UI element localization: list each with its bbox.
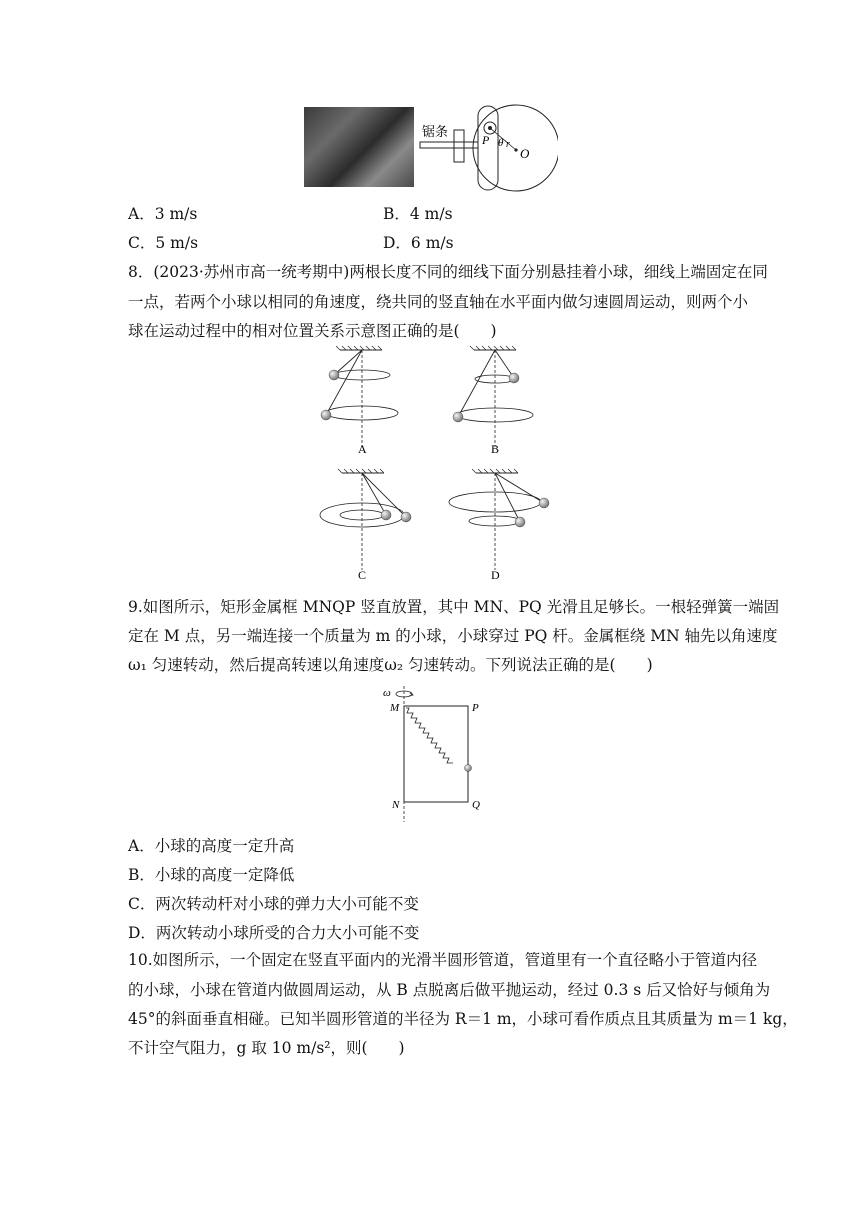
spring (406, 708, 453, 763)
metal-frame (404, 706, 468, 802)
figure-c (320, 469, 411, 582)
saw-label: 锯条 (422, 124, 449, 139)
label-p: P (472, 702, 479, 714)
figure-d-label: D (491, 568, 500, 582)
saw-photo (304, 107, 414, 187)
q9-line-2: 定在 M 点，另一端连接一个质量为 m 的小球，小球穿过 PQ 杆。金属框绕 MN 轴先以角速度 (128, 627, 778, 645)
figure-b-label: B (491, 442, 500, 456)
saw-blade (420, 142, 478, 148)
r-label: r (506, 139, 510, 150)
q9-option-c: C．两次转动杆对小球的弹力大小可能不变 (128, 895, 419, 913)
figure-b (453, 346, 533, 456)
label-m: M (390, 702, 400, 714)
q7-option-b: B．4 m/s (383, 205, 453, 223)
saw-diagram (418, 100, 558, 192)
wheel-circle (473, 105, 558, 191)
figure-a (321, 346, 398, 456)
omega-label: ω (383, 687, 391, 699)
q8-line-1: 8．(2023·苏州市高一统考期中)两根长度不同的细线下面分别悬挂着小球，细线上端固定在同 (128, 263, 768, 281)
point-p-label: P (482, 133, 490, 147)
q10-line-2: 的小球，小球在管道内做圆周运动，从 B 点脱离后做平抛运动，经过 0.3 s 后又恰好与倾角为 (128, 981, 771, 999)
angle-label: θ (498, 137, 504, 149)
q8-line-2: 一点，若两个小球以相同的角速度，绕共同的竖直轴在水平面内做匀速圆周运动，则两个小 (128, 293, 749, 311)
q7-option-c: C．5 m/s (128, 234, 199, 252)
figure-a-label: A (358, 442, 367, 456)
label-n: N (392, 799, 400, 811)
q10-line-1: 10.如图所示，一个固定在竖直平面内的光滑半圆形管道，管道里有一个直径略小于管道内径 (128, 951, 758, 969)
q9-frame-diagram (380, 684, 490, 824)
q8-figures (310, 345, 560, 585)
slot-frame (478, 106, 498, 190)
q7-option-d: D．6 m/s (383, 234, 454, 252)
figure-c-label: C (358, 568, 367, 582)
figure-d (449, 469, 549, 582)
q10-line-3: 45°的斜面垂直相碰。已知半圆形管道的半径为 R＝1 m，小球可看作质点且其质量为 m＝1 kg， (128, 1010, 798, 1028)
q8-line-3: 球在运动过程中的相对位置关系示意图正确的是( ) (128, 322, 497, 340)
q9-option-a: A．小球的高度一定升高 (128, 837, 295, 855)
q9-line-1: 9.如图所示，矩形金属框 MNQP 竖直放置，其中 MN、PQ 光滑且足够长。一根轻弹簧一端固 (128, 598, 780, 616)
q10-line-4: 不计空气阻力，g 取 10 m/s²，则( ) (128, 1039, 405, 1057)
label-q: Q (472, 799, 480, 811)
q9-line-3: ω₁ 匀速转动，然后提高转速以角速度ω₂ 匀速转动。下列说法正确的是( ) (128, 656, 653, 674)
saw-guide (454, 130, 464, 162)
q9-option-b: B．小球的高度一定降低 (128, 866, 295, 884)
q7-option-a: A．3 m/s (128, 205, 198, 223)
point-o-label: O (520, 146, 530, 161)
q9-option-d: D．两次转动小球所受的合力大小可能不变 (128, 924, 420, 942)
